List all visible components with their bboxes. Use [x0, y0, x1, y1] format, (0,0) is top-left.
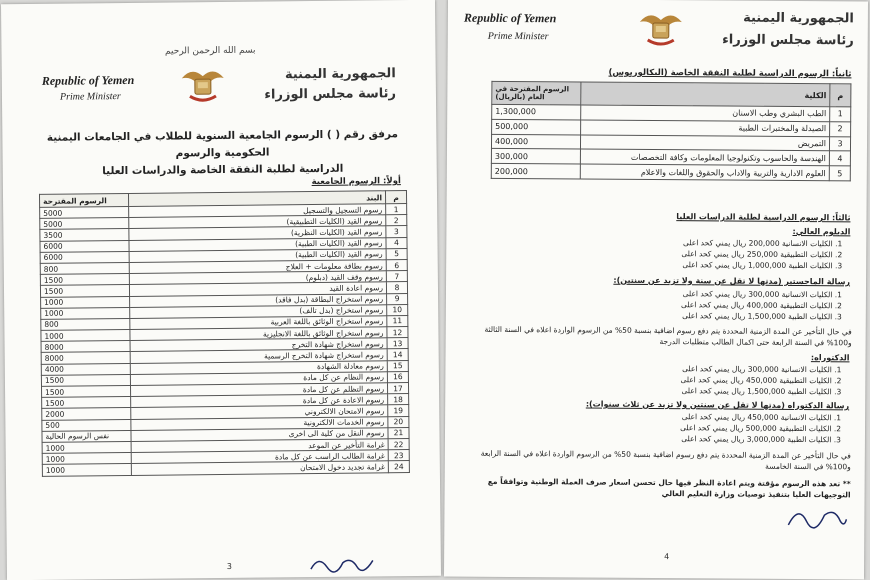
- fee-cell: 4000: [41, 363, 130, 375]
- num-cell: 20: [388, 416, 409, 427]
- header-en-subtitle: Prime Minister: [59, 91, 121, 103]
- fee-cell: 1000: [41, 330, 130, 342]
- fee-cell: 500: [42, 419, 131, 431]
- num-cell: 3: [829, 136, 850, 151]
- num-cell: 10: [387, 304, 408, 315]
- num-cell: 3: [386, 226, 407, 237]
- item-cell: رسوم استخراج شهادة التخرج الرسمية: [130, 349, 387, 363]
- college-cell: الصيدلة والمختبرات الطبية: [581, 120, 830, 137]
- column-header-college: الكلية: [581, 82, 830, 107]
- page-number: 3: [226, 561, 233, 571]
- phd-item: 1. الكليات الانسانية 300,000 ريال يمني كحد اعلى: [682, 364, 842, 375]
- column-header-num: م: [830, 84, 851, 107]
- college-cell: الهندسة والحاسوب وتكنولوجيا المعلومات وكافة التخصصات: [580, 149, 829, 166]
- item-cell: غرامة الطالب الراسب عن كل مادة: [131, 450, 388, 464]
- item-cell: رسوم الخدمات الالكترونية: [131, 416, 388, 430]
- phd-item: 3. الكليات الطبية 1,500,000 ريال يمني كحد اعلى: [681, 385, 842, 396]
- item-cell: رسوم معادلة الشهادة: [130, 360, 387, 374]
- section-label-fees: أولاً: الرسوم الجامعية: [311, 176, 401, 188]
- fee-cell: 1000: [42, 464, 131, 476]
- header-ar-title: الجمهورية اليمنية: [743, 10, 854, 27]
- table-row: [491, 164, 850, 181]
- num-cell: 4: [386, 237, 407, 248]
- header-ar-subtitle: رئاسة مجلس الوزراء: [264, 86, 397, 103]
- header-en-subtitle: Prime Minister: [487, 30, 549, 43]
- fee-cell: 200,000: [491, 164, 580, 179]
- diploma-label: الدبلوم العالي:: [792, 226, 851, 237]
- signature-icon: [307, 552, 377, 575]
- fee-cell: 6000: [40, 240, 129, 252]
- masters-note: في حال التأخير عن المدة الزمنية المحددة يتم دفع رسوم اضافية بنسبة 50% من الرسوم الواردة اعلاه في السنة الثالثة و100% في السنة الرابعة حتى اكمال الطالب متطلبات الدرجة: [484, 324, 852, 348]
- fee-cell: 1500: [40, 285, 129, 297]
- item-cell: رسوم استخراج البطاقة (بدل فاقد): [130, 293, 387, 307]
- masters-label: رسالة الماجستير (مدتها لا تقل عن سنة ولا تزيد عن سنتين):: [613, 275, 851, 287]
- item-cell: رسوم بطاقة معلومات + العلاج: [129, 260, 386, 274]
- phd-thesis-label: رسالة الدكتوراه (مدتها لا تقل عن سنتين ولا تزيد عن ثلاث سنوات):: [585, 399, 850, 411]
- num-cell: 14: [387, 349, 408, 360]
- program-fees-table: [491, 81, 852, 181]
- item-cell: غرامة التأخير عن الموعد: [131, 439, 388, 453]
- num-cell: 4: [829, 151, 850, 166]
- page-number: 4: [664, 552, 670, 562]
- num-cell: 9: [387, 293, 408, 304]
- section-label-programs: ثانياً: الرسوم الدراسية لطلبة النفقة الخاصة (البكالوريوس): [608, 67, 852, 80]
- masters-item: 3. الكليات الطبية 1,500,000 ريال يمني كحد اعلى: [682, 310, 842, 321]
- college-cell: العلوم الادارية والتربية والاداب والحقوق واللغات والاعلام: [580, 164, 829, 181]
- masters-list: [542, 288, 842, 322]
- fee-cell: 6000: [40, 251, 129, 263]
- fee-cell: 5000: [40, 206, 129, 218]
- fee-cell: 8000: [41, 352, 130, 364]
- item-cell: رسوم وقف القيد (دبلوم): [129, 271, 386, 285]
- phd-thesis-item: 3. الكليات الطبية 3,000,000 ريال يمني كحد اعلى: [681, 433, 841, 444]
- masters-item: 1. الكليات الانسانية 300,000 ريال يمني كحد اعلى: [682, 289, 842, 300]
- phd-item: 2. الكليات التطبيقية 450,000 ريال يمني كحد اعلى: [680, 374, 842, 386]
- item-cell: رسوم اعادة القيد: [129, 282, 386, 296]
- diploma-list: [542, 237, 842, 271]
- item-cell: رسوم الامتحان الالكتروني: [131, 405, 388, 419]
- item-cell: رسوم التظلم عن كل مادة: [130, 383, 387, 397]
- item-cell: رسوم القيد (الكليات الطبية): [129, 249, 386, 263]
- fee-cell: 1000: [41, 307, 130, 319]
- item-cell: رسوم استخراج الوثائق باللغة العربية: [130, 316, 387, 330]
- item-cell: غرامة تجديد دخول الامتحان: [131, 461, 388, 475]
- fee-cell: 1,300,000: [492, 104, 581, 119]
- phd-note: في حال التأخير عن المدة الزمنية المحددة يتم دفع رسوم اضافية بنسبة 50% من الرسوم الواردة اعلاه في السنة الرابعة و100% في السنة الخامسة: [480, 448, 851, 472]
- item-cell: رسوم استخراج شهادة التخرج: [130, 338, 387, 352]
- item-cell: رسوم القيد (الكليات النظرية): [129, 226, 386, 240]
- num-cell: 24: [388, 461, 409, 472]
- item-cell: رسوم استخراج الوثائق باللغة الانجليزية: [130, 327, 387, 341]
- fee-cell: 800: [41, 318, 130, 330]
- left-document-page: [1, 0, 441, 580]
- column-header-fee: الرسوم المقترحة: [39, 193, 128, 207]
- fee-cell: 8000: [41, 341, 130, 353]
- program-table-body: [491, 104, 851, 180]
- num-cell: 22: [388, 438, 409, 449]
- num-cell: 23: [388, 450, 409, 461]
- item-cell: رسوم التسجيل والتسجيل: [129, 204, 386, 218]
- fee-cell: 1000: [42, 453, 131, 465]
- num-cell: 6: [386, 259, 407, 270]
- header-ar-subtitle: رئاسة مجلس الوزراء: [722, 32, 854, 49]
- fee-cell: 3500: [40, 229, 129, 241]
- fee-cell: 800: [40, 262, 129, 274]
- document-title-line-1: مرفق رقم ( ) الرسوم الجامعية السنوية للطلاب في الجامعات اليمنية الحكومية والرسوم: [46, 128, 399, 160]
- header-en-title: Republic of Yemen: [41, 72, 135, 88]
- diploma-item: 3. الكليات الطبية 1,000,000 ريال يمني كحد اعلى: [682, 259, 843, 270]
- num-cell: 17: [387, 383, 408, 394]
- item-cell: رسوم القيد (الكليات التطبيقية): [129, 215, 386, 229]
- masters-item: 2. الكليات التطبيقية 400,000 ريال يمني كحد اعلى: [680, 299, 842, 311]
- column-header-fee: الرسوم المقترحة في العام (بالريال): [492, 81, 581, 105]
- fee-cell: 1000: [42, 441, 131, 453]
- fee-cell: 1500: [40, 274, 129, 286]
- item-cell: رسوم القيد (الكليات الطبية): [129, 237, 386, 251]
- basmala-text: بسم الله الرحمن الرحيم: [164, 45, 256, 57]
- phd-thesis-item: 2. الكليات التطبيقية 500,000 ريال يمني كحد اعلى: [680, 422, 842, 434]
- num-cell: 1: [830, 107, 851, 122]
- num-cell: 11: [387, 315, 408, 326]
- phd-label: الدكتوراه:: [810, 353, 850, 363]
- yemen-emblem-icon: [180, 64, 226, 104]
- num-cell: 2: [386, 215, 407, 226]
- column-header-num: م: [385, 191, 406, 204]
- phd-thesis-item: 1. الكليات الانسانية 450,000 ريال يمني كحد اعلى: [681, 412, 842, 423]
- fee-cell: 300,000: [491, 149, 580, 164]
- right-document-page: [444, 0, 868, 579]
- diploma-item: 1. الكليات الانسانية 200,000 ريال يمني كحد اعلى: [682, 238, 843, 249]
- num-cell: 1: [386, 204, 407, 215]
- column-header-item: البند: [128, 191, 385, 207]
- num-cell: 19: [388, 405, 409, 416]
- item-cell: رسوم النقل من كلية الى اخرى: [131, 428, 388, 442]
- phd-list: [541, 363, 841, 397]
- fee-cell: نفس الرسوم الحالية: [42, 430, 131, 442]
- header-ar-title: الجمهورية اليمنية: [284, 66, 396, 83]
- document-title: [32, 126, 413, 181]
- fee-cell: 2000: [42, 408, 131, 420]
- fee-cell: 500,000: [492, 119, 581, 134]
- item-cell: رسوم الاعادة عن كل مادة: [131, 394, 388, 408]
- document-title-line-2: الدراسية لطلبة النفقة الخاصة والدراسات العليا: [102, 162, 344, 178]
- num-cell: 12: [387, 327, 408, 338]
- header-en-title: Republic of Yemen: [463, 10, 557, 26]
- diploma-item: 2. الكليات التطبيقية 250,000 ريال يمني كحد اعلى: [681, 248, 843, 260]
- phd-thesis-list: [541, 411, 841, 445]
- num-cell: 8: [386, 282, 407, 293]
- num-cell: 15: [387, 360, 408, 371]
- num-cell: 18: [388, 394, 409, 405]
- signature-icon: [784, 501, 848, 533]
- fees-table-body: [40, 204, 410, 476]
- item-cell: رسوم استخراج (بدل تالف): [130, 304, 387, 318]
- fee-cell: 5000: [40, 218, 129, 230]
- num-cell: 5: [829, 166, 850, 181]
- footer-note: ** تعد هذه الرسوم مؤقتة ويتم اعادة النظر فيها حال تحسن اسعار صرف العملة الوطنية وتوافقاً مع التوجيهات العليا بتنفيذ توصيات وزارة التعليم العالي: [487, 476, 851, 500]
- university-fees-table: [39, 190, 410, 476]
- num-cell: 21: [388, 427, 409, 438]
- num-cell: 5: [386, 248, 407, 259]
- num-cell: 13: [387, 338, 408, 349]
- fee-cell: 1500: [42, 397, 131, 409]
- num-cell: 16: [387, 371, 408, 382]
- item-cell: رسوم النظام عن كل مادة: [130, 372, 387, 386]
- num-cell: 7: [386, 271, 407, 282]
- postgrad-label: ثالثاً: الرسوم الدراسية لطلبة الدراسات العليا: [676, 212, 851, 223]
- fee-cell: 1500: [41, 374, 130, 386]
- fee-cell: 400,000: [491, 134, 580, 149]
- college-cell: الطب البشري وطب الاسنان: [581, 105, 830, 122]
- fee-cell: 1500: [41, 385, 130, 397]
- fee-cell: 1000: [41, 296, 130, 308]
- college-cell: التمريض: [580, 135, 829, 152]
- num-cell: 2: [830, 122, 851, 137]
- yemen-emblem-icon: [638, 8, 684, 48]
